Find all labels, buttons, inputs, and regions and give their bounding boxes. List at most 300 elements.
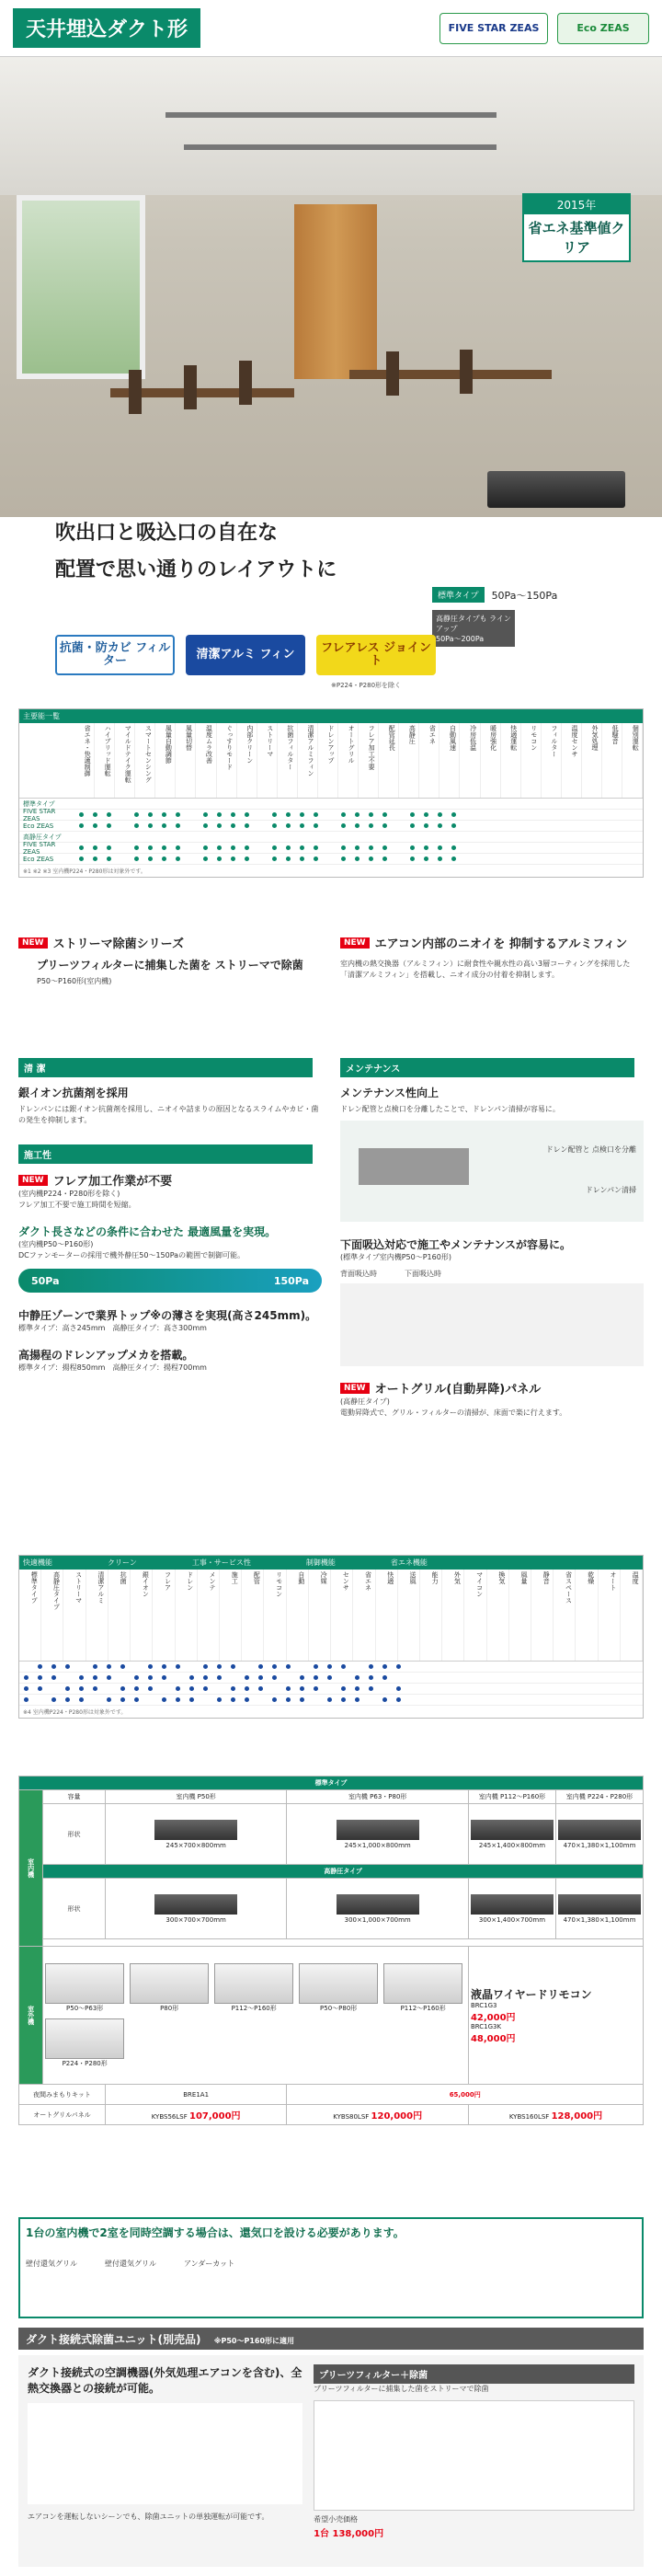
matrix2-column: 換気 <box>487 1570 509 1661</box>
spec-table <box>18 1776 644 2125</box>
matrix-column: フィルター <box>542 723 562 798</box>
feature-dot <box>120 1686 125 1691</box>
feature-dot <box>38 1675 42 1680</box>
feature-dot <box>79 857 84 861</box>
feature-dot <box>341 1697 346 1702</box>
duct-unit-sub: ※P50〜P160形に適用 <box>213 2337 295 2345</box>
subtype-label: 高静圧タイプも ラインアップ <box>436 615 511 633</box>
duct-sub: (室内機P50〜P160形) <box>18 1240 94 1248</box>
matrix2-column: オート <box>599 1570 621 1661</box>
feature-dot <box>272 1697 277 1702</box>
feature-dot <box>203 1686 208 1691</box>
matrix-column: 省エネ <box>419 723 439 798</box>
feature-dot <box>176 857 180 861</box>
remote-1: BRC1G3 <box>470 2002 497 2009</box>
streamer-text: P50〜P160形(室内機) <box>37 977 112 985</box>
feature-dot <box>258 1686 263 1691</box>
dim: 470×1,380×1,100mm <box>563 1841 636 1849</box>
dim: 245×1,400×800mm <box>478 1841 546 1849</box>
duct-unit-title: ダクト接続式除菌ユニット(別売品) <box>26 2333 201 2346</box>
matrix-column: ドレンアップ <box>318 723 338 798</box>
matrix2-group: 省エネ機能 <box>390 1558 428 1567</box>
feature-dot <box>176 1697 180 1702</box>
feature-dot <box>382 1697 387 1702</box>
outdoor-unit-image <box>214 1963 293 2004</box>
feature-dot <box>162 1664 166 1669</box>
feature-dot <box>424 845 428 850</box>
feature-dot <box>231 845 235 850</box>
clean-bar: 清 潔 <box>18 1058 313 1077</box>
matrix-column: ぐっすりモード <box>217 723 237 798</box>
feature-dot <box>369 1686 373 1691</box>
feature-dot <box>93 823 97 828</box>
feature-dot <box>231 1697 235 1702</box>
window <box>17 195 145 379</box>
feature-dot <box>217 812 222 817</box>
feature-dot <box>93 1664 97 1669</box>
lower-labels <box>340 1269 644 1280</box>
feature-dot <box>148 823 153 828</box>
feature-dot <box>38 1686 42 1691</box>
outdoor-label: 室外機 <box>19 1947 43 2085</box>
new-tag: NEW <box>18 937 48 949</box>
feature-antibac: 抗菌・防カビ フィルター <box>55 635 175 675</box>
matrix2-column: 抗菌 <box>108 1570 131 1661</box>
price-label: 希望小売価格 <box>314 2515 359 2524</box>
chair <box>460 350 473 394</box>
feature-dot <box>258 1675 263 1680</box>
pressure-strip <box>18 1269 322 1293</box>
matrix-column: 内部クリーン <box>237 723 257 798</box>
panel-1-price: 107,000円 <box>188 2111 241 2122</box>
feature-dot <box>286 1697 291 1702</box>
matrix-column: スマートセンシング <box>135 723 155 798</box>
install-bar: 施工性 <box>18 1144 313 1164</box>
feature-dot <box>203 1664 208 1669</box>
feature-dot <box>148 845 153 850</box>
streamer-title: ストリーマ除菌シリーズ <box>52 937 184 951</box>
feature-dot <box>424 857 428 861</box>
feature-dot <box>451 857 456 861</box>
feature-section <box>18 934 644 987</box>
feature-dot <box>38 1664 42 1669</box>
dual-room-box <box>18 2217 644 2318</box>
feature-dot <box>314 857 318 861</box>
feature-dot <box>120 1664 125 1669</box>
feature-dot <box>438 812 442 817</box>
outdoor-unit <box>299 1963 378 2013</box>
feature-dot <box>272 812 277 817</box>
feature-dot <box>272 1675 277 1680</box>
feature-dot <box>410 823 415 828</box>
feature-dot <box>286 812 291 817</box>
feature-dot <box>438 845 442 850</box>
feature-dot <box>162 812 166 817</box>
matrix-column: 抗菌フィルター <box>278 723 298 798</box>
matrix-row <box>19 807 643 822</box>
feature-dot <box>134 1675 139 1680</box>
lead-line-1: 吹出口と吸込口の自在な <box>55 522 279 545</box>
feature-dot <box>355 857 360 861</box>
matrix2-group: 快適機能 <box>23 1558 52 1567</box>
matrix-column: 温度センサ <box>562 723 582 798</box>
matrix2-column: リモコン <box>264 1570 286 1661</box>
feature-dot <box>258 1664 263 1669</box>
matrix-row-label: FIVE STAR ZEAS <box>23 840 56 856</box>
feature-dot <box>451 845 456 850</box>
matrix2-column: 静音 <box>531 1570 554 1661</box>
matrix2-column: フレア <box>153 1570 175 1661</box>
feature-dot <box>327 1675 332 1680</box>
feature-alumi: 清潔アルミ フィン <box>186 635 305 675</box>
outdoor-unit-label: P224・P280形 <box>62 2059 108 2067</box>
feature-dot <box>51 1675 56 1680</box>
feature-dot <box>314 1664 318 1669</box>
matrix-column: 暖房強化 <box>481 723 501 798</box>
feature-dot <box>314 823 318 828</box>
feature-dot <box>355 1675 360 1680</box>
feature-dot <box>382 845 387 850</box>
feature-dot <box>300 823 304 828</box>
feature-dot <box>93 1686 97 1691</box>
feature-matrix <box>18 708 644 878</box>
feature-note: ※P224・P280形を除く <box>331 682 402 689</box>
matrix2-column: ストリーマ <box>63 1570 86 1661</box>
feature-dot <box>203 812 208 817</box>
outdoor-unit <box>383 1963 462 2013</box>
wood-wall <box>294 204 377 379</box>
maint-diagram <box>340 1121 644 1222</box>
remote-2-price: 48,000円 <box>470 2034 516 2044</box>
remote-title: 液晶ワイヤードリモコン <box>470 1988 592 2001</box>
feature-dot <box>148 1664 153 1669</box>
matrix-column: 省エネ・快適制御 <box>74 723 95 798</box>
col-head: 室内機 P112〜P160形 <box>468 1790 555 1804</box>
matrix2-groups <box>19 1556 643 1570</box>
matrix-column: リモコン <box>521 723 542 798</box>
panel-label: オートグリルパネル <box>19 2105 106 2125</box>
feature-dot <box>79 1697 84 1702</box>
feature-dot <box>51 1664 56 1669</box>
clean-title: 銀イオン抗菌剤を採用 <box>18 1087 129 1099</box>
feature-dot <box>245 857 249 861</box>
outdoor-unit <box>45 2018 124 2068</box>
subtype-range: 50Pa〜200Pa <box>436 635 485 643</box>
feature-dot <box>189 1686 194 1691</box>
chair <box>184 365 197 409</box>
feature-dot <box>355 823 360 828</box>
unit-image <box>471 1894 554 1915</box>
feature-dot <box>24 1697 29 1702</box>
feature-dot <box>162 823 166 828</box>
type-tag: 標準タイプ <box>432 587 485 603</box>
unit-image <box>337 1894 419 1915</box>
feature-dot <box>245 845 249 850</box>
feature-dot <box>245 812 249 817</box>
feature-dot <box>314 1675 318 1680</box>
unit-image <box>337 1820 419 1840</box>
night-kit: 夜間みまもりキット <box>19 2085 106 2105</box>
feature-dot <box>451 812 456 817</box>
feature-dot <box>245 823 249 828</box>
std-label: 標準タイプ <box>19 1777 644 1790</box>
lower-label-1: 背面吸込時 <box>340 1270 377 1278</box>
feature-badges <box>55 635 436 675</box>
indoor-label: 室内機 <box>19 1790 43 1947</box>
streamer-sub: プリーツフィルターに捕集した菌を ストリーマで除菌 <box>37 959 303 972</box>
feature-dot <box>314 845 318 850</box>
feature-dot <box>134 812 139 817</box>
matrix-column: 高静圧 <box>399 723 419 798</box>
matrix-row <box>19 799 643 810</box>
right-sub: プリーツフィルターに捕集した菌をストリーマで除菌 <box>314 2385 489 2393</box>
feature-dot <box>245 1697 249 1702</box>
matrix2-column: 送風 <box>398 1570 420 1661</box>
feature-dot <box>203 1675 208 1680</box>
feature-dot <box>107 1697 111 1702</box>
feature-dot <box>300 857 304 861</box>
matrix2-column: 乾燥 <box>576 1570 598 1661</box>
dual-label-3: アンダーカット <box>184 2260 235 2268</box>
feature-dot <box>217 1675 222 1680</box>
duct-unit-body <box>18 2355 644 2567</box>
matrix-column: マイルドテイク運転 <box>115 723 135 798</box>
matrix2-row <box>19 1695 643 1706</box>
feature-dot <box>438 823 442 828</box>
feature-dot <box>245 1675 249 1680</box>
duct-unit-price: 1台 138,000円 <box>314 2529 384 2539</box>
dim: 245×700×800mm <box>166 1841 226 1849</box>
col-head: 室内機 P224・P280形 <box>555 1790 643 1804</box>
maint-label-1: ドレン配管と 点検口を分離 <box>545 1145 636 1154</box>
matrix2-column: ドレン <box>176 1570 198 1661</box>
drain-title: 高揚程のドレンアップメカを搭載。 <box>18 1349 194 1362</box>
feature-dot <box>272 823 277 828</box>
feature-dot <box>382 1664 387 1669</box>
feature-dot <box>286 1664 291 1669</box>
panel-2-price: 120,000円 <box>371 2111 423 2122</box>
feature-dot <box>286 857 291 861</box>
feature-dot <box>148 1675 153 1680</box>
feature-dot <box>93 1675 97 1680</box>
page-header <box>0 0 662 57</box>
feature-dot <box>314 812 318 817</box>
feature-dot <box>24 1675 29 1680</box>
chair <box>239 361 252 405</box>
hs-label: 高静圧タイプ <box>43 1865 644 1879</box>
subtype-box <box>432 610 515 647</box>
matrix2-rows <box>19 1662 643 1706</box>
feature-dot <box>396 1697 401 1702</box>
eco-zeas-logo: Eco ZEAS <box>557 13 649 44</box>
shape-label: 形状 <box>43 1879 106 1939</box>
matrix-column: 快適運転 <box>501 723 521 798</box>
feature-dot <box>148 857 153 861</box>
matrix2-column: メンテ <box>198 1570 220 1661</box>
feature-dot <box>24 1686 29 1691</box>
matrix-column: 風量自動調節 <box>155 723 176 798</box>
matrix2-note: ※4 室内機P224・P280形は対象外です。 <box>23 1709 127 1716</box>
feature-dot <box>217 1664 222 1669</box>
matrix-column: 風量切替 <box>176 723 196 798</box>
dual-title: 1台の室内機で2室を同時空調する場合は、還気口を設ける必要があります。 <box>26 2226 405 2239</box>
feature-dot <box>382 823 387 828</box>
matrix2-column: 能力 <box>420 1570 442 1661</box>
outdoor-unit-label: P112〜P160形 <box>231 2004 277 2012</box>
grill-sub: (高静圧タイプ) <box>340 1397 390 1406</box>
badge-text: 省エネ基準値クリア <box>528 220 625 256</box>
feature-dot <box>217 845 222 850</box>
matrix2-column: 施工 <box>220 1570 242 1661</box>
matrix2-column: 標準タイプ <box>19 1570 41 1661</box>
outdoor-unit-label: P50〜P63形 <box>66 2004 104 2012</box>
feature-dot <box>231 1686 235 1691</box>
maint-bar: メンテナンス <box>340 1058 634 1077</box>
feature-dot <box>93 845 97 850</box>
ceiling-vent <box>184 144 496 150</box>
clean-maint-section <box>18 1058 644 1419</box>
right-title: プリーツフィルター＋除菌 <box>314 2364 634 2384</box>
unit-image <box>154 1820 237 1840</box>
feature-dot <box>369 823 373 828</box>
feature-dot <box>189 1675 194 1680</box>
matrix2-column: 外気 <box>442 1570 464 1661</box>
feature-dot <box>327 1697 332 1702</box>
matrix-column: オートグリル <box>338 723 359 798</box>
feature-dot <box>341 857 346 861</box>
ceiling-vent <box>166 112 496 118</box>
matrix2-row <box>19 1684 643 1695</box>
matrix2-column: 冷媒 <box>309 1570 331 1661</box>
feature-dot <box>424 812 428 817</box>
feature-dot <box>341 1664 346 1669</box>
matrix-column: 外気処理 <box>582 723 602 798</box>
matrix2-group: 工事・サービス性 <box>191 1558 251 1567</box>
feature-dot <box>438 857 442 861</box>
unit-image <box>359 1148 469 1185</box>
feature-dot <box>300 1686 304 1691</box>
five-star-zeas-logo: FIVE STAR ZEAS <box>439 13 548 44</box>
feature-dot <box>355 845 360 850</box>
lead-copy <box>55 515 337 589</box>
badge-year: 2015年 <box>524 195 629 214</box>
feature-dot <box>203 857 208 861</box>
drain-spec: 標準タイプ：揚程850mm 高静圧タイプ：揚程700mm <box>18 1363 207 1372</box>
unit-image <box>154 1894 237 1915</box>
matrix2-column: 清潔アルミ <box>86 1570 108 1661</box>
feature-dot <box>286 823 291 828</box>
feature-dot <box>176 812 180 817</box>
new-tag: NEW <box>340 937 370 949</box>
feature-dot <box>134 823 139 828</box>
feature-dot <box>369 1664 373 1669</box>
panel-3: KYBS160LSF <box>508 2113 550 2121</box>
feature-dot <box>410 857 415 861</box>
feature-dot <box>65 1686 70 1691</box>
panel-2: KYBS80LSF <box>333 2113 370 2121</box>
duct-unit-diagram <box>28 2403 302 2504</box>
feature-dot <box>107 1675 111 1680</box>
outdoor-unit <box>45 1963 124 2013</box>
feature-dot <box>107 812 111 817</box>
maint-text: ドレン配管と点検口を分離したことで、ドレンパン清掃が容易に。 <box>340 1105 560 1113</box>
matrix-column: フレア加工不要 <box>359 723 379 798</box>
lower-label-2: 下面吸込時 <box>405 1270 441 1278</box>
outdoor-unit-image <box>45 2018 124 2059</box>
dining-table <box>349 370 552 379</box>
flare-text: フレア加工不要で施工時間を短縮。 <box>18 1201 136 1209</box>
matrix-row-label: Eco ZEAS <box>23 822 54 830</box>
dim: 470×1,380×1,100mm <box>563 1915 636 1924</box>
outdoor-unit <box>130 1963 209 2013</box>
matrix2-column: 配管 <box>242 1570 264 1661</box>
matrix-rows <box>19 799 643 865</box>
matrix-column: 自動風速 <box>439 723 460 798</box>
unit-image <box>558 1820 641 1840</box>
feature-dot <box>51 1697 56 1702</box>
matrix-row-label: 高静圧タイプ <box>23 833 62 841</box>
duct-title: ダクト長さなどの条件に合わせた 最適風量を実現。 <box>18 1225 277 1238</box>
matrix-column: 温度ムラ改善 <box>196 723 216 798</box>
feature-dot <box>272 1664 277 1669</box>
dual-label-2: 壁付還気グリル <box>105 2260 156 2268</box>
outdoor-unit <box>214 1963 293 2013</box>
feature-dot <box>341 845 346 850</box>
feature-dot <box>341 823 346 828</box>
feature-dot <box>79 812 84 817</box>
feature-dot <box>120 1697 125 1702</box>
feature-dot <box>107 857 111 861</box>
energy-badge <box>522 193 631 262</box>
feature-dot <box>162 845 166 850</box>
matrix2-column: 自動 <box>287 1570 309 1661</box>
feature-dot <box>355 812 360 817</box>
feature-dot <box>189 1697 194 1702</box>
feature-dot <box>231 823 235 828</box>
matrix-row <box>19 840 643 856</box>
col-head: 容量 <box>43 1790 106 1804</box>
matrix-column: 個別運転 <box>622 723 643 798</box>
outdoor-unit-label: P112〜P160形 <box>400 2004 446 2012</box>
clean-text: ドレンパンには銀イオン抗菌剤を採用し、ニオイや詰まりの原因となるスライムやカビ・菌の発生を抑制します。 <box>18 1105 319 1124</box>
dim: 300×1,000×700mm <box>344 1915 411 1924</box>
feature-dot <box>134 1697 139 1702</box>
dim: 300×1,400×700mm <box>478 1915 546 1924</box>
lower-title: 下面吸込対応で施工やメンテナンスが容易に。 <box>340 1238 572 1251</box>
grill-title: オートグリル(自動昇降)パネル <box>374 1383 542 1397</box>
feature-dot <box>203 845 208 850</box>
slim-title: 中静圧ゾーンで業界トップ※の薄さを実現(高さ245mm)。 <box>18 1309 317 1322</box>
pressure-left: 50Pa <box>31 1274 60 1287</box>
unit-image <box>471 1820 554 1840</box>
feature-dot <box>245 1686 249 1691</box>
matrix2-column: 風量 <box>509 1570 531 1661</box>
matrix-column: 冷房低温 <box>460 723 480 798</box>
feature-dot <box>355 1686 360 1691</box>
feature-dot <box>65 1697 70 1702</box>
matrix2-column: センサ <box>331 1570 353 1661</box>
feature-dot <box>134 845 139 850</box>
feature-dot <box>79 1686 84 1691</box>
feature-dot <box>107 1664 111 1669</box>
feature-dot <box>424 823 428 828</box>
feature-dot <box>107 845 111 850</box>
feature-dot <box>217 857 222 861</box>
type-range: 50Pa〜150Pa <box>491 589 558 602</box>
feature-dot <box>231 1664 235 1669</box>
feature-dot <box>369 857 373 861</box>
feature-dot <box>396 1686 401 1691</box>
